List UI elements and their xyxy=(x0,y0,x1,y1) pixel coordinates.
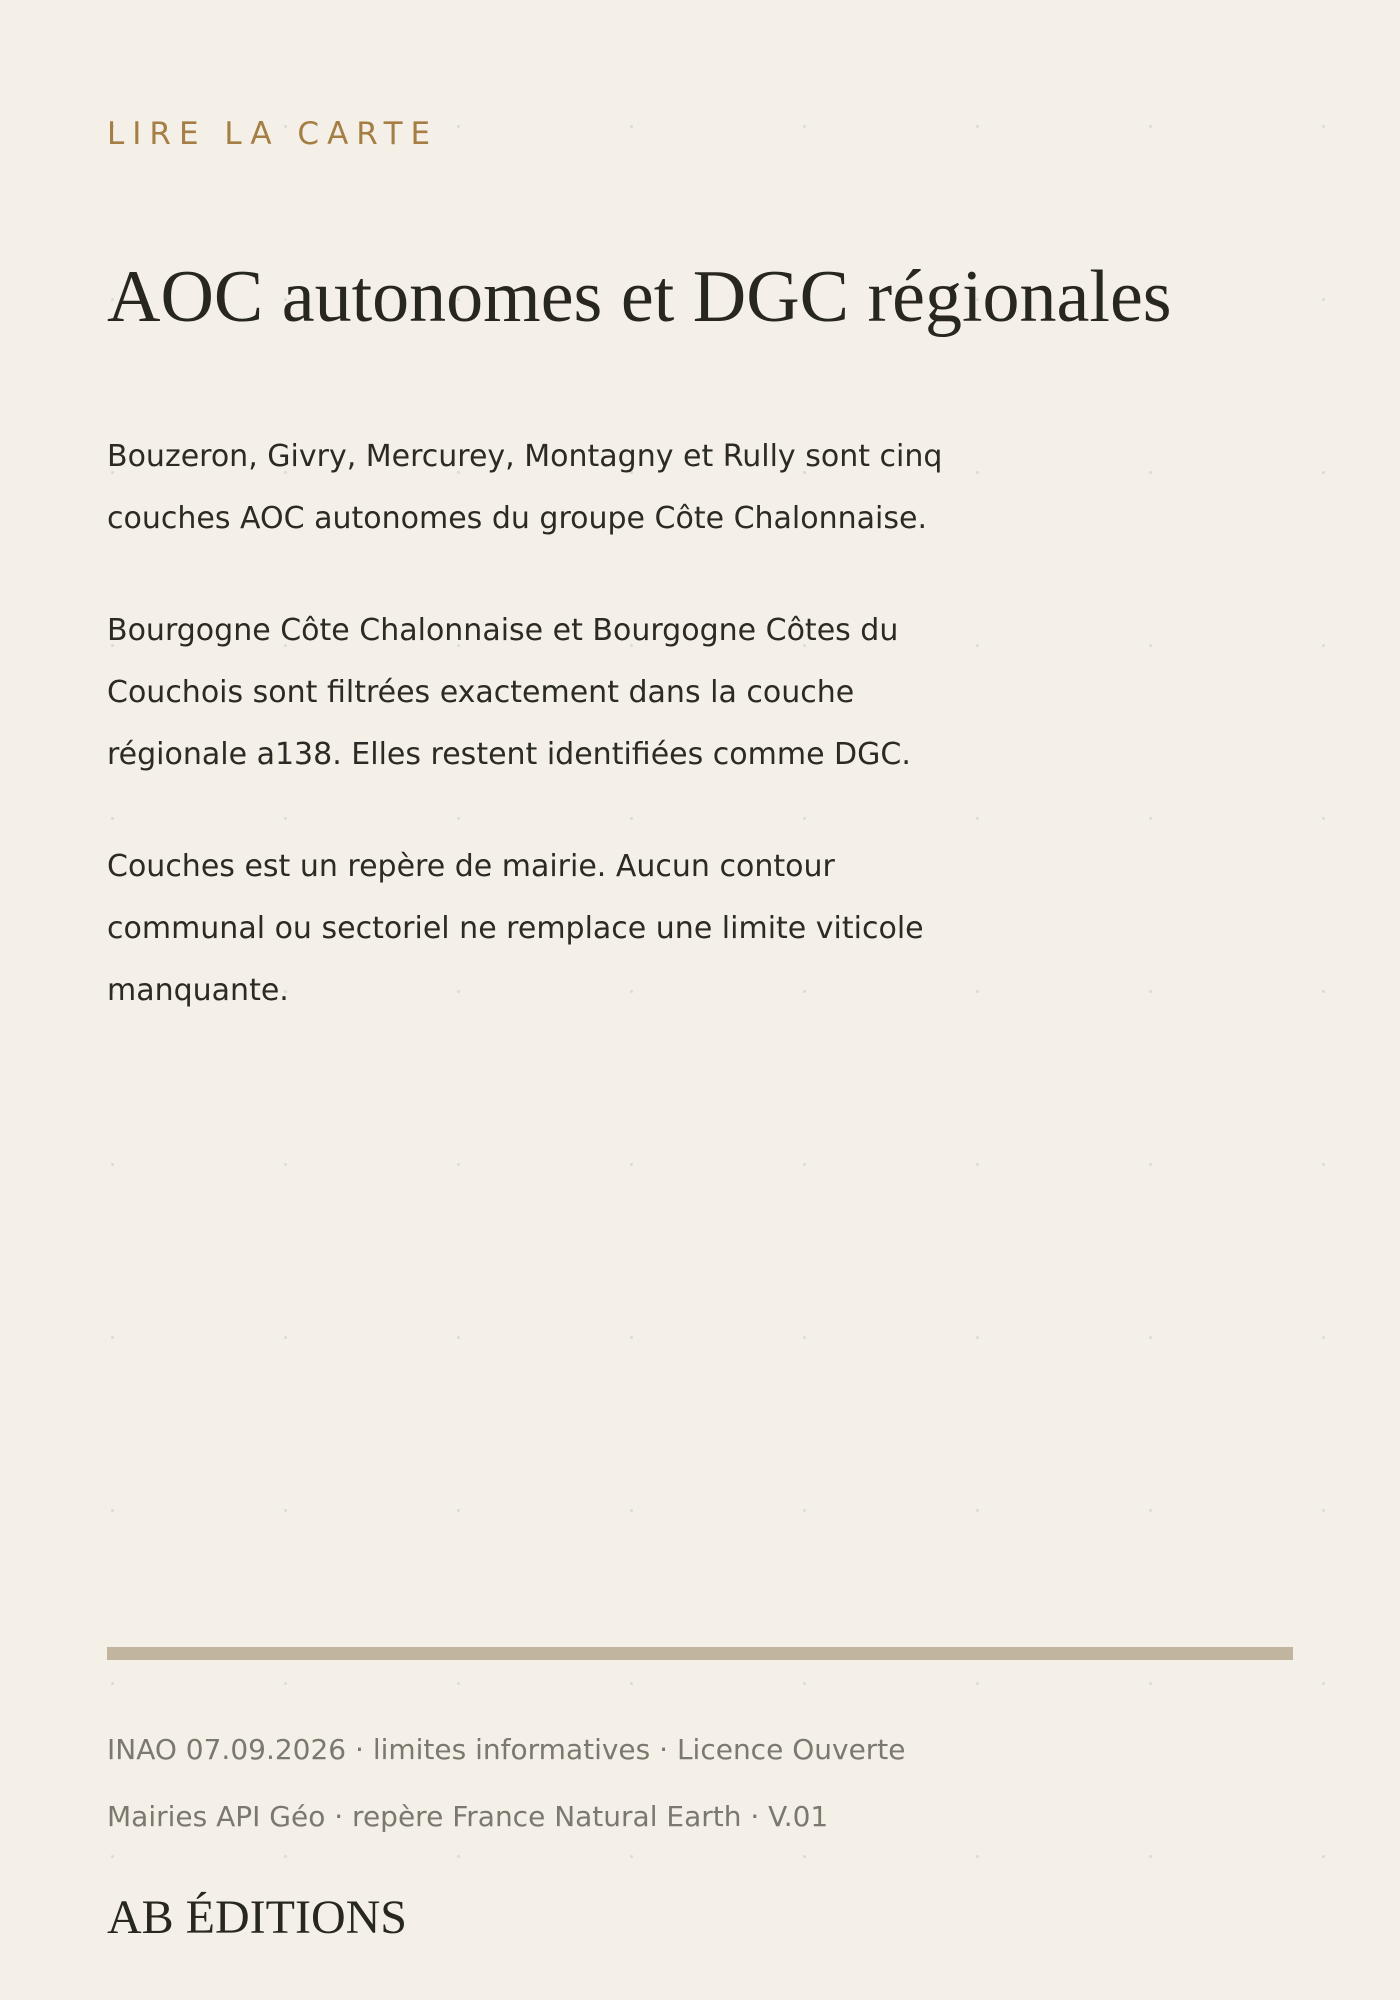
page-title: AOC autonomes et DGC régionales xyxy=(107,256,1172,338)
source-credit-line-1: INAO 07.09.2026 · limites informatives · Licence Ouverte xyxy=(107,1733,906,1766)
page xyxy=(107,0,1293,2000)
paragraph-dgc-regionales: Bourgogne Côte Chalonnaise et Bourgogne Côtes du Couchois sont filtrées exactement dans la couche régionale a138. Elles restent identifiées comme DGC. xyxy=(107,613,911,772)
source-credit-line-2: Mairies API Géo · repère France Natural Earth · V.01 xyxy=(107,1800,829,1833)
body-text xyxy=(107,426,987,1072)
publisher-brand: AB ÉDITIONS xyxy=(107,1891,407,1944)
section-eyebrow: LIRE LA CARTE xyxy=(107,116,439,152)
paragraph-aoc-autonomes: Bouzeron, Givry, Mercurey, Montagny et Rully sont cinq couches AOC autonomes du groupe Côte Chalonnaise. xyxy=(107,439,943,536)
footer-divider xyxy=(107,1647,1293,1660)
paragraph-repere-mairie: Couches est un repère de mairie. Aucun contour communal ou sectoriel ne remplace une limite viticole manquante. xyxy=(107,849,924,1008)
